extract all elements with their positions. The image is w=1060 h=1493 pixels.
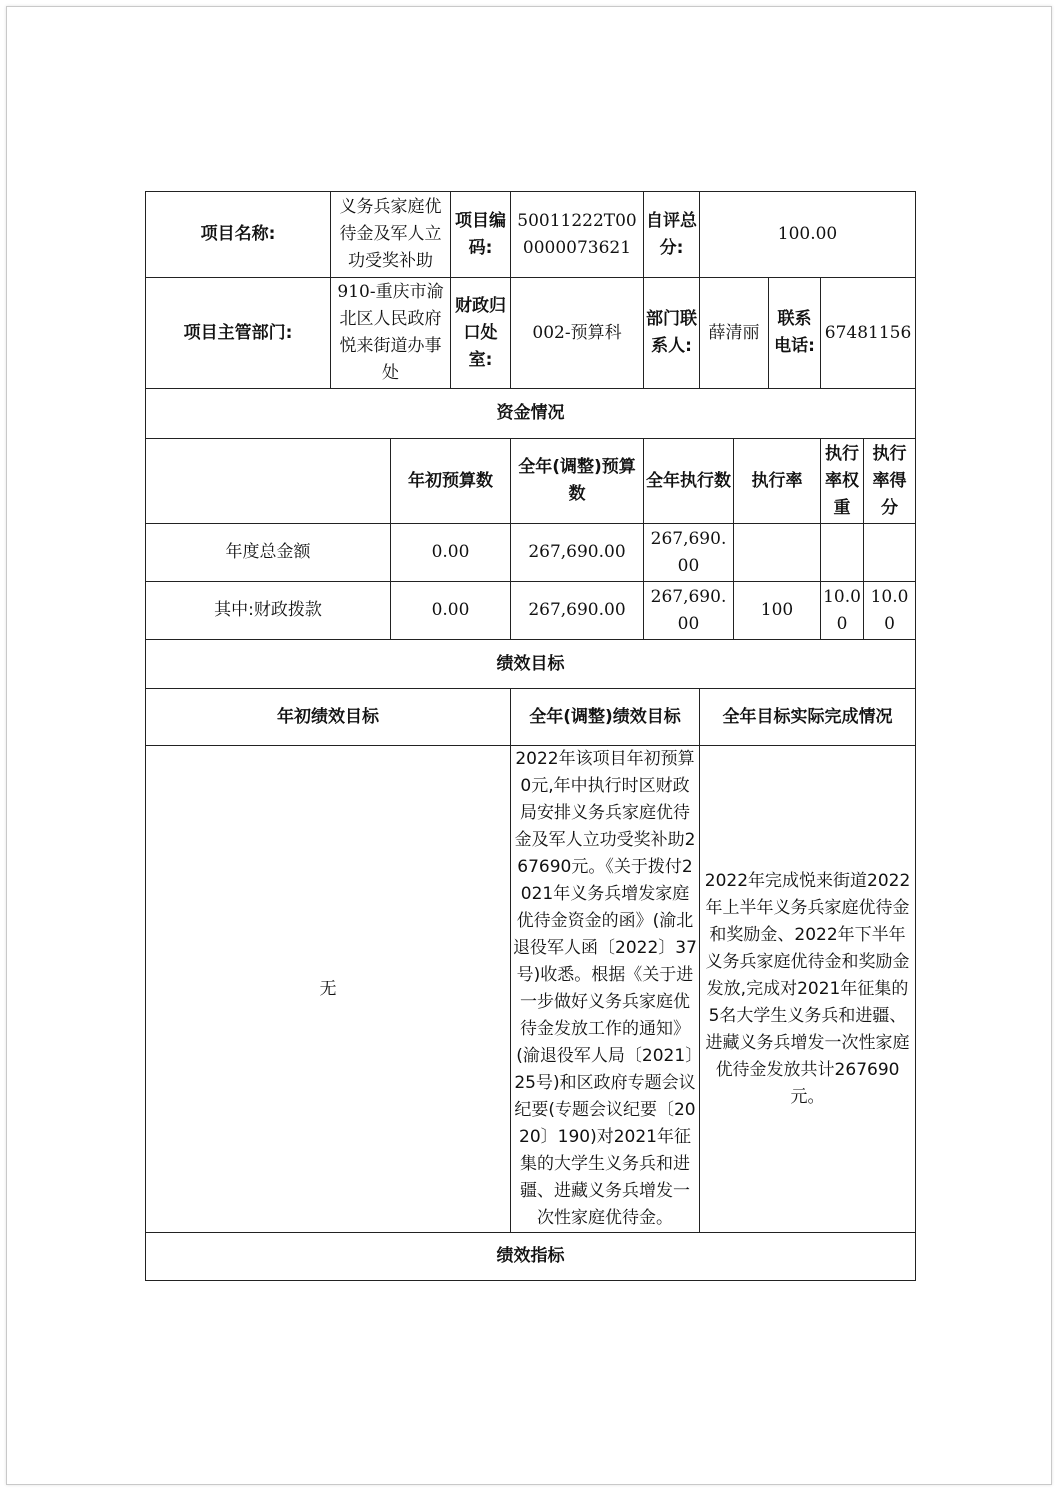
funds-header-executed: 全年执行数 xyxy=(644,439,734,524)
department-label: 项目主管部门: xyxy=(146,278,331,389)
phone-value: 67481156 xyxy=(821,278,916,389)
goals-section-title: 绩效目标 xyxy=(146,640,916,689)
funds-header-rate-score: 执行率得分 xyxy=(864,439,916,524)
department-row xyxy=(146,278,916,389)
funds-cell-adjusted: 267,690.00 xyxy=(511,582,644,640)
contact-person-label: 部门联系人: xyxy=(644,278,700,389)
goals-header-initial: 年初绩效目标 xyxy=(146,689,511,746)
finance-office-value: 002-预算科 xyxy=(511,278,644,389)
funds-row-fiscal xyxy=(146,582,916,640)
goals-actual-text: 2022年完成悦来街道2022年上半年义务兵家庭优待金和奖励金、2022年下半年义务兵家庭优待金和奖励金发放,完成对2021年征集的5名大学生义务兵和进疆、进藏义务兵增发一次性家庭优待金发放共计267690元。 xyxy=(700,746,916,1233)
funds-row-label: 其中:财政拨款 xyxy=(146,582,391,640)
indicators-section-title: 绩效指标 xyxy=(146,1233,916,1281)
funds-cell-executed: 267,690.00 xyxy=(644,524,734,582)
funds-cell-initial: 0.00 xyxy=(391,524,511,582)
funds-section-title: 资金情况 xyxy=(146,389,916,439)
goals-initial-text: 无 xyxy=(146,746,511,1233)
funds-section-row xyxy=(146,389,916,439)
finance-office-label: 财政归口处室: xyxy=(451,278,511,389)
project-name-row xyxy=(146,192,916,278)
self-score-value: 100.00 xyxy=(700,192,916,278)
funds-row-label: 年度总金额 xyxy=(146,524,391,582)
funds-cell-score: 10.00 xyxy=(864,582,916,640)
funds-header-rate-weight: 执行率权重 xyxy=(821,439,864,524)
funds-cell-rate: 100 xyxy=(734,582,821,640)
goals-header-actual: 全年目标实际完成情况 xyxy=(700,689,916,746)
funds-row-total xyxy=(146,524,916,582)
goals-adjusted-text: 2022年该项目年初预算0元,年中执行时区财政局安排义务兵家庭优待金及军人立功受奖补助267690元。《关于拨付2021年义务兵增发家庭优待金资金的函》(渝北退役军人函〔2022〕37号)收悉。根据《关于进一步做好义务兵家庭优待金发放工作的通知》(渝退役军人局〔2021〕25号)和区政府专题会议纪要(专题会议纪要〔2020〕190)对2021年征集的大学生义务兵和进疆、进藏义务兵增发一次性家庭优待金。 xyxy=(511,746,700,1233)
funds-header-blank xyxy=(146,439,391,524)
indicators-section-row xyxy=(146,1233,916,1281)
department-value: 910-重庆市渝北区人民政府悦来街道办事处 xyxy=(331,278,451,389)
performance-evaluation-table xyxy=(145,191,916,1281)
funds-cell-weight: 10.00 xyxy=(821,582,864,640)
project-code-value: 50011222T000000073621 xyxy=(511,192,644,278)
contact-person-value: 薛清丽 xyxy=(700,278,769,389)
goals-content-row xyxy=(146,746,916,1233)
self-score-label: 自评总分: xyxy=(644,192,700,278)
goals-header-adjusted: 全年(调整)绩效目标 xyxy=(511,689,700,746)
phone-label: 联系电话: xyxy=(769,278,821,389)
funds-cell-rate xyxy=(734,524,821,582)
funds-header-initial-budget: 年初预算数 xyxy=(391,439,511,524)
funds-cell-score xyxy=(864,524,916,582)
funds-header-row xyxy=(146,439,916,524)
funds-cell-adjusted: 267,690.00 xyxy=(511,524,644,582)
funds-header-exec-rate: 执行率 xyxy=(734,439,821,524)
project-code-label: 项目编码: xyxy=(451,192,511,278)
funds-header-adjusted-budget: 全年(调整)预算数 xyxy=(511,439,644,524)
funds-cell-weight xyxy=(821,524,864,582)
funds-cell-initial: 0.00 xyxy=(391,582,511,640)
goals-section-row xyxy=(146,640,916,689)
funds-cell-executed: 267,690.00 xyxy=(644,582,734,640)
project-name-label: 项目名称: xyxy=(146,192,331,278)
project-name-value: 义务兵家庭优待金及军人立功受奖补助 xyxy=(331,192,451,278)
goals-header-row xyxy=(146,689,916,746)
